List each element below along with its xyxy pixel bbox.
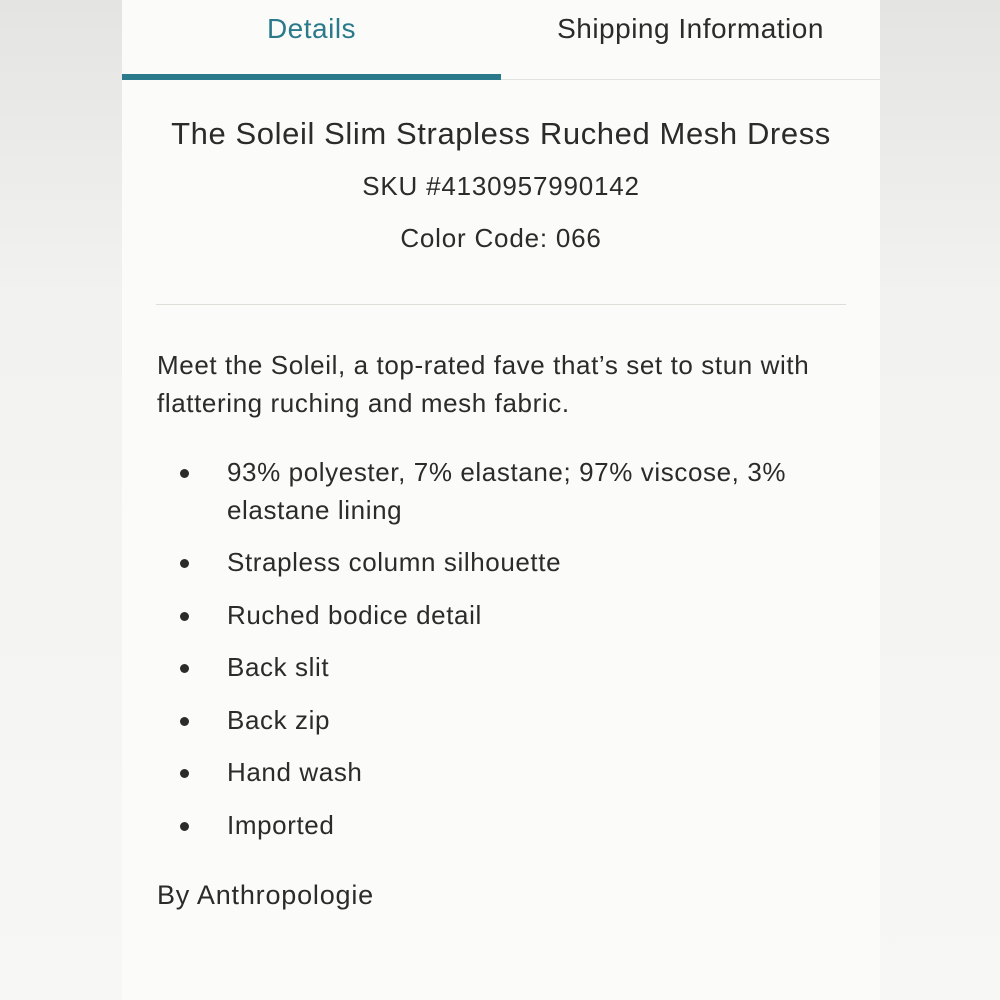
feature-item <box>157 597 837 635</box>
tab-details-label: Details <box>266 13 357 44</box>
bullet-icon <box>180 469 189 478</box>
feature-text: 93% polyester, 7% elastane; 97% viscose, 3% elastane lining <box>227 457 787 525</box>
feature-text: Back slit <box>227 652 330 682</box>
tab-shipping-information-label: Shipping Information <box>557 13 824 44</box>
product-description: Meet the Soleil, a top-rated fave that’s set to stun with flattering ruching and mesh fabric. <box>157 350 810 418</box>
bullet-icon <box>180 664 189 673</box>
tab-bar <box>122 0 880 80</box>
product-details-panel <box>122 0 880 1000</box>
feature-item <box>157 649 837 687</box>
bullet-icon <box>180 559 189 568</box>
feature-text: Strapless column silhouette <box>227 547 562 577</box>
feature-item <box>157 454 837 529</box>
bullet-icon <box>180 769 189 778</box>
brand-name: By Anthropologie <box>157 880 374 910</box>
tab-shipping-information[interactable] <box>501 0 880 79</box>
feature-item <box>157 702 837 740</box>
feature-text: Back zip <box>227 704 331 735</box>
feature-item <box>157 544 837 582</box>
feature-item <box>157 807 837 845</box>
feature-list <box>157 454 837 859</box>
bullet-icon <box>180 612 189 621</box>
product-color-code: Color Code: 066 <box>400 223 602 253</box>
backdrop-left <box>0 0 122 1000</box>
feature-text: Imported <box>227 809 335 840</box>
section-divider <box>156 304 846 305</box>
product-sku: SKU #4130957990142 <box>362 171 640 201</box>
product-title: The Soleil Slim Strapless Ruched Mesh Dress <box>171 116 831 151</box>
feature-item <box>157 754 837 792</box>
backdrop-right <box>880 0 1000 1000</box>
bullet-icon <box>180 822 189 831</box>
product-header <box>122 80 880 256</box>
feature-text: Hand wash <box>227 757 363 787</box>
bullet-icon <box>180 717 189 726</box>
feature-text: Ruched bodice detail <box>227 599 482 630</box>
tab-details[interactable] <box>122 0 501 79</box>
